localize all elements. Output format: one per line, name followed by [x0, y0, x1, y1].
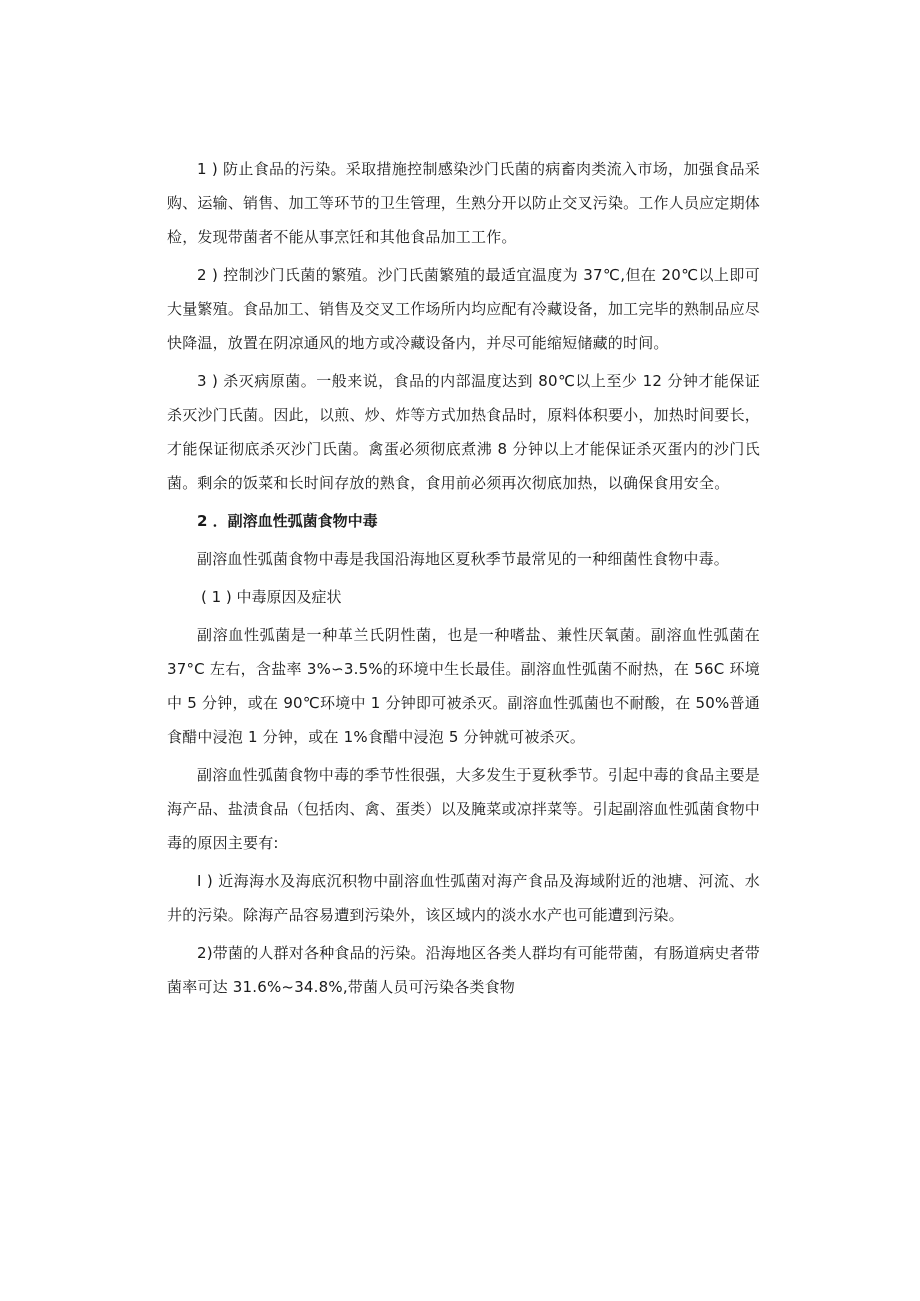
paragraph-prevent-contamination: 1 ) 防止食品的污染。采取措施控制感染沙门氏菌的病畜肉类流入市场，加强食品采购、运输、销售、加工等环节的卫生管理，生熟分开以防止交叉污染。工作人员应定期体检，发现带菌者不能从事烹饪和其他食品加工工作。: [167, 160, 760, 246]
paragraph-vibrio-seasonality: 副溶血性弧菌食物中毒的季节性很强，大多发生于夏秋季节。引起中毒的食品主要是海产品、盐渍食品（包括肉、禽、蛋类）以及腌菜或凉拌菜等。引起副溶血性弧菌食物中毒的原因主要有:: [167, 766, 760, 852]
paragraph-vibrio-intro: 副溶血性弧菌食物中毒是我国沿海地区夏秋季节最常见的一种细菌性食物中毒。: [197, 550, 730, 568]
paragraph-carrier-contamination: 2)带菌的人群对各种食品的污染。沿海地区各类人群均有可能带菌，有肠道病史者带菌率可达 31.6%~34.8%,带菌人员可污染各类食物: [167, 944, 760, 996]
paragraph-control-reproduction: 2 ) 控制沙门氏菌的繁殖。沙门氏菌繁殖的最适宜温度为 37℃,但在 20℃以上即可大量繁殖。食品加工、销售及交叉工作场所内均应配有冷藏设备，加工完毕的熟制品应尽快降温，放置在阴凉通风的地方或冷藏设备内，并尽可能缩短储藏的时间。: [167, 266, 760, 352]
paragraph-vibrio-properties: 副溶血性弧菌是一种革兰氏阴性菌，也是一种嗜盐、兼性厌氧菌。副溶血性弧菌在 37°C 左右，含盐率 3%∽3.5%的环境中生长最佳。副溶血性弧菌不耐热，在 56C 环境中 5 分钟，或在 90℃环境中 1 分钟即可被杀灭。副溶血性弧菌也不耐酸，在 50%普通食醋中浸泡 1 分钟，或在 1%食醋中浸泡 5 分钟就可被杀灭。: [167, 626, 760, 746]
section-heading-vibrio: 2 ．副溶血性弧菌食物中毒: [197, 512, 378, 530]
paragraph-kill-pathogens: 3 ) 杀灭病原菌。一般来说，食品的内部温度达到 80℃以上至少 12 分钟才能保证杀灭沙门氏菌。因此，以煎、炒、炸等方式加热食品时，原料体积要小，加热时间要长，才能保证彻底杀灭沙门氏菌。禽蛋必须彻底煮沸 8 分钟以上才能保证杀灭蛋内的沙门氏菌。剩余的饭菜和长时间存放的熟食，食用前必须再次彻底加热，以确保食用安全。: [167, 372, 760, 492]
subheading-causes-symptoms: ( 1 ) 中毒原因及症状: [201, 588, 342, 606]
paragraph-seawater-contamination: I ) 近海海水及海底沉积物中副溶血性弧菌对海产食品及海域附近的池塘、河流、水井的污染。除海产品容易遭到污染外，该区域内的淡水水产也可能遭到污染。: [167, 872, 760, 924]
